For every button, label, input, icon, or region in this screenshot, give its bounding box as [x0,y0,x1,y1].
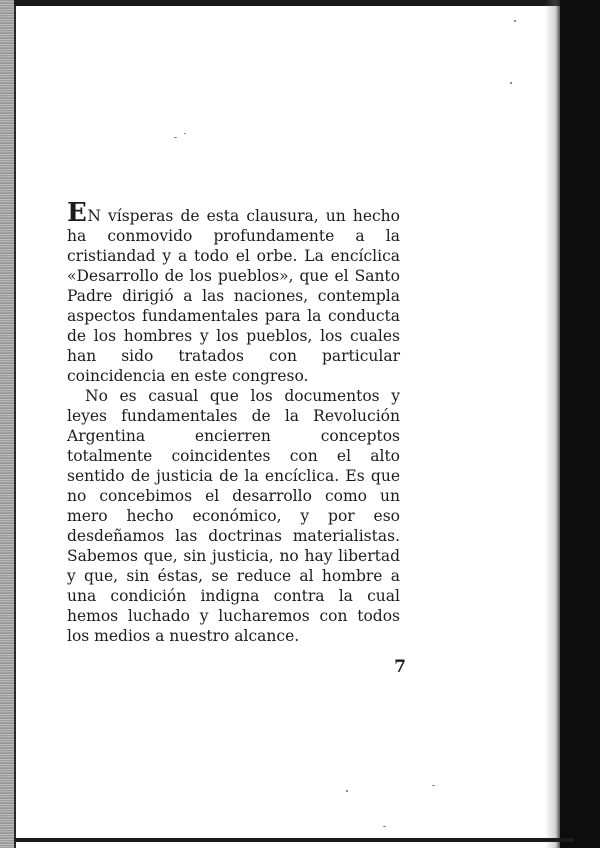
paragraph-1-text: vísperas de esta clausura, un hecho ha conmovido profundamente a la cristiandad y a todo el orbe. La encíclica «Desarrollo de los pueblos», que el Santo Padre dirigió a las naciones, contempla aspectos fundamentales para la conducta de los hombres y los pueblos, los cuales han sido tratados con particular coincidencia en este congreso. [67,207,400,385]
scan-speck [432,785,435,786]
paragraph-2-text: No es casual que los documentos y leyes fundamentales de la Revolución Argentina encierren conceptos totalmente coincidentes con el alto sentido de justicia de la encíclica. Es que no concebimos el desarrollo como un mero hecho económico, y por eso desdeñamos las doctrinas materialistas. Sabemos que, sin justicia, no hay libertad y que, sin éstas, se reduce al hombre a una condición indigna contra la cual hemos luchado y lucharemos con todos los medios a nuestro alcance. [67,387,400,645]
drop-cap-continuation: N [87,207,101,225]
scan-speck [514,20,516,22]
scan-speck [184,133,186,134]
paragraph-1 [67,198,400,386]
page-left-border [14,0,16,848]
scan-right-shadow [545,0,560,848]
page-number: 7 [394,657,406,677]
scan-speck [383,826,386,827]
scan-speck [346,790,348,792]
scan-speck [510,82,512,84]
body-text [67,198,400,646]
scan-right-edge [560,0,600,848]
page-top-border [14,0,600,6]
scan-speck [174,137,177,138]
paragraph-2 [67,386,400,646]
drop-cap-letter: E [67,198,88,228]
page-bottom-border [14,838,574,842]
